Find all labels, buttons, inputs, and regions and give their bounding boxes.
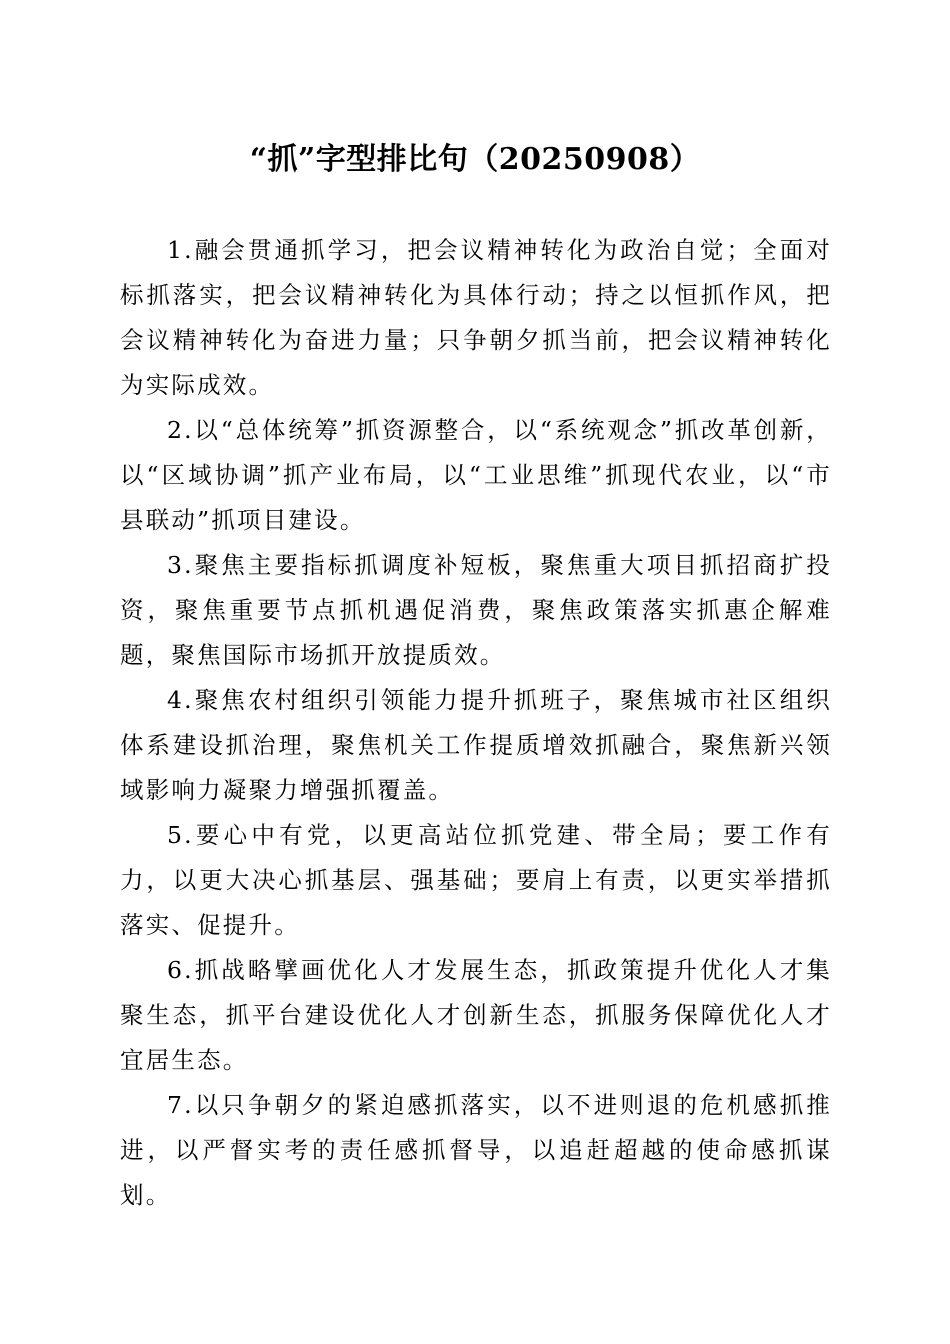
document-title: “抓”字型排比句（20250908） [249,142,701,177]
paragraph-5: 5.要心中有党，以更高站位抓党建、带全局；要工作有力，以更大决心抓基层、强基础；要肩上有责，以更实举措抓落实、促提升。 [120,821,832,939]
paragraph-3: 3.聚焦主要指标抓调度补短板，聚焦重大项目抓招商扩投资，聚焦重要节点抓机遇促消费，聚焦政策落实抓惠企解难题，聚焦国际市场抓开放提质效。 [120,551,832,669]
paragraph-1: 1.融会贯通抓学习，把会议精神转化为政治自觉；全面对标抓落实，把会议精神转化为具体行动；持之以恒抓作风，把会议精神转化为奋进力量；只争朝夕抓当前，把会议精神转化为实际成效。 [120,236,832,399]
paragraph-6: 6.抓战略擘画优化人才发展生态，抓政策提升优化人才集聚生态，抓平台建设优化人才创新生态，抓服务保障优化人才宜居生态。 [120,956,832,1074]
document-body [120,228,832,1218]
paragraph-4: 4.聚焦农村组织引领能力提升抓班子，聚焦城市社区组织体系建设抓治理，聚焦机关工作提质增效抓融合，聚焦新兴领域影响力凝聚力增强抓覆盖。 [120,686,832,804]
paragraph-7: 7.以只争朝夕的紧迫感抓落实，以不进则退的危机感抓推进，以严督实考的责任感抓督导，以追赶超越的使命感抓谋划。 [120,1091,832,1209]
paragraph-2: 2.以“总体统筹”抓资源整合，以“系统观念”抓改革创新，以“区域协调”抓产业布局，以“工业思维”抓现代农业，以“市县联动”抓项目建设。 [120,416,832,534]
